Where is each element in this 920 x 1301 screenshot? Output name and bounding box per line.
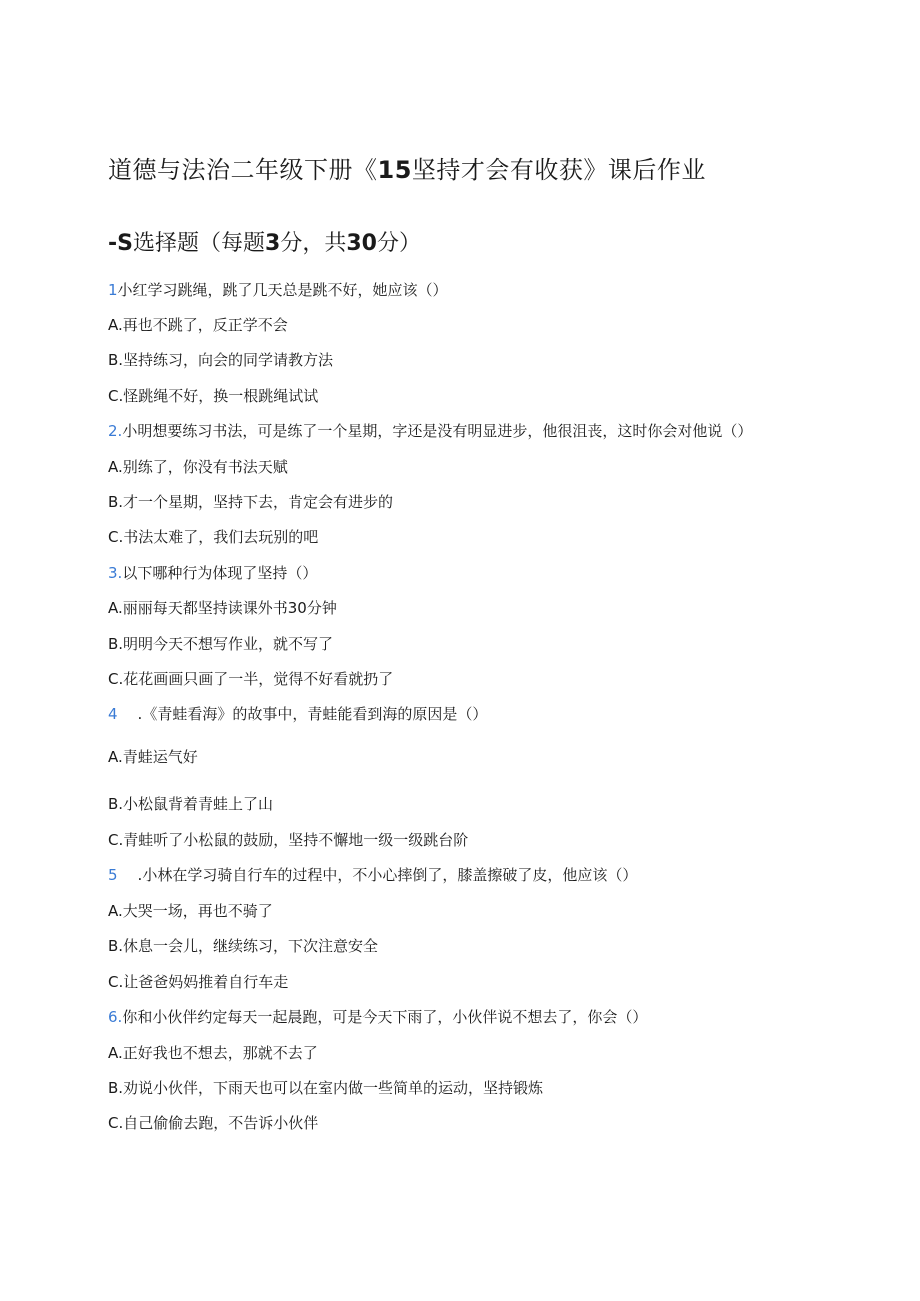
question-number: 6. (108, 1008, 123, 1026)
option-a: A.别练了，你没有书法天赋 (108, 458, 288, 476)
title-text-3: 坚持才会有收获》课后作业 (411, 156, 706, 184)
question-number: 5 (108, 866, 118, 884)
section-text-3: 3 (265, 231, 281, 256)
section-text-2: 选择题（每题 (132, 231, 265, 256)
option-a: A.青蛙运气好 (108, 748, 198, 766)
question-number: 4 (108, 705, 118, 723)
question-text: 小明想要练习书法，可是练了一个星期，字还是没有明显进步，他很沮丧，这时你会对他说（） (122, 422, 753, 440)
section-text-1: -S (108, 231, 133, 256)
option-a: A.丽丽每天都坚持读课外书30分钟 (108, 599, 337, 617)
question-number: 2. (108, 422, 123, 440)
option-b: B.小松鼠背着青蛙上了山 (108, 795, 274, 813)
section-heading (108, 226, 421, 257)
option-b: B.劝说小伙伴，下雨天也可以在室内做一些简单的运动，坚持锻炼 (108, 1079, 544, 1097)
option-b: B.坚持练习，向会的同学请教方法 (108, 351, 334, 369)
question-stem (108, 1007, 647, 1027)
question-number: 1 (108, 281, 118, 299)
question-stem (108, 563, 317, 583)
title-text-2: 15 (377, 156, 412, 184)
section-text-4: 分，共 (280, 231, 347, 256)
option-b: B.明明今天不想写作业，就不写了 (108, 635, 334, 653)
document-title (108, 150, 706, 185)
question-text: 你和小伙伴约定每天一起晨跑，可是今天下雨了，小伙伴说不想去了，你会（） (122, 1008, 648, 1026)
title-text-1: 道德与法治二年级下册《 (108, 156, 378, 184)
question-stem (108, 865, 637, 885)
option-c: C.书法太难了，我们去玩别的吧 (108, 528, 319, 546)
question-stem (108, 421, 752, 441)
question-text: .《青蛙看海》的故事中，青蛙能看到海的原因是（） (137, 705, 488, 723)
section-text-5: 30 (346, 231, 377, 256)
section-text-6: 分） (376, 231, 421, 256)
option-c: C.花花画画只画了一半，觉得不好看就扔了 (108, 670, 394, 688)
option-c: C.让爸爸妈妈推着自行车走 (108, 973, 289, 991)
option-a: A.大哭一场，再也不骑了 (108, 902, 273, 920)
option-c: C.自己偷偷去跑，不告诉小伙伴 (108, 1114, 319, 1132)
option-b: B.才一个星期，坚持下去，肯定会有进步的 (108, 493, 394, 511)
option-a: A.正好我也不想去，那就不去了 (108, 1044, 318, 1062)
option-a: A.再也不跳了，反正学不会 (108, 316, 288, 334)
option-c: C.青蛙听了小松鼠的鼓励，坚持不懈地一级一级跳台阶 (108, 831, 469, 849)
question-number: 3. (108, 564, 123, 582)
question-text: .小林在学习骑自行车的过程中，不小心摔倒了，膝盖擦破了皮，他应该（） (137, 866, 638, 884)
question-stem (108, 280, 448, 300)
option-c: C.怪跳绳不好，换一根跳绳试试 (108, 387, 319, 405)
question-text: 小红学习跳绳，跳了几天总是跳不好，她应该（） (117, 281, 448, 299)
question-stem (108, 704, 487, 724)
option-b: B.休息一会儿，继续练习，下次注意安全 (108, 937, 379, 955)
question-text: 以下哪种行为体现了坚持（） (122, 564, 318, 582)
